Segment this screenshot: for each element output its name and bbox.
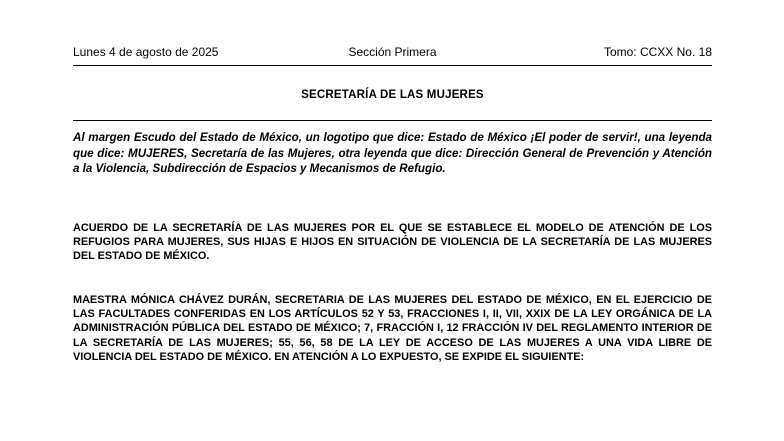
header-date: Lunes 4 de agosto de 2025 <box>73 45 219 59</box>
preamble-paragraph: MAESTRA MÓNICA CHÁVEZ DURÁN, SECRETARIA DE LAS MUJERES DEL ESTADO DE MÉXICO, EN EL EJERCICIO DE LAS FACULTADES CONFERIDAS EN LOS ARTÍCULOS 52 Y 53, FRACCIONES I, II, VII, XXIX DE LA LEY ORGÁNICA DE LA ADMINISTRACIÓN PÚBLICA DEL ESTADO DE MÉXICO; 7, FRACCIÓN I, 12 FRACCIÓN IV DEL REGLAMENTO INTERIOR DE LA SECRETARÍA DE LAS MUJERES; 55, 56, 58 DE LA LEY DE ACCESO DE LAS MUJERES A UNA VIDA LIBRE DE VIOLENCIA DEL ESTADO DE MÉXICO. EN ATENCIÓN A LO EXPUESTO, SE EXPIDE EL SIGUIENTE: <box>73 294 712 363</box>
header-section: Sección Primera <box>348 45 437 59</box>
margin-note-paragraph: Al margen Escudo del Estado de México, un logotipo que dice: Estado de México ¡El poder de servir!, una leyenda que dice: MUJERES, Secretaría de las Mujeres, otra leyenda que dice: Dirección General de Prevención y Atención a la Violencia, Subdirección de Espacios y Mecanismos de Refugio. <box>73 131 712 176</box>
header-volume: Tomo: CCXX No. 18 <box>603 45 712 59</box>
gazette-page <box>73 0 712 441</box>
page-header <box>73 44 712 60</box>
title-divider <box>73 120 712 121</box>
agreement-heading: ACUERDO DE LA SECRETARÍA DE LAS MUJERES POR EL QUE SE ESTABLECE EL MODELO DE ATENCIÓN DE LOS REFUGIOS PARA MUJERES, SUS HIJAS E HIJOS EN SITUACIÓN DE VIOLENCIA DE LA SECRETARÍA DE LAS MUJERES DEL ESTADO DE MÉXICO. <box>73 222 712 263</box>
section-title: SECRETARÍA DE LAS MUJERES <box>301 89 484 101</box>
header-divider <box>73 65 712 66</box>
